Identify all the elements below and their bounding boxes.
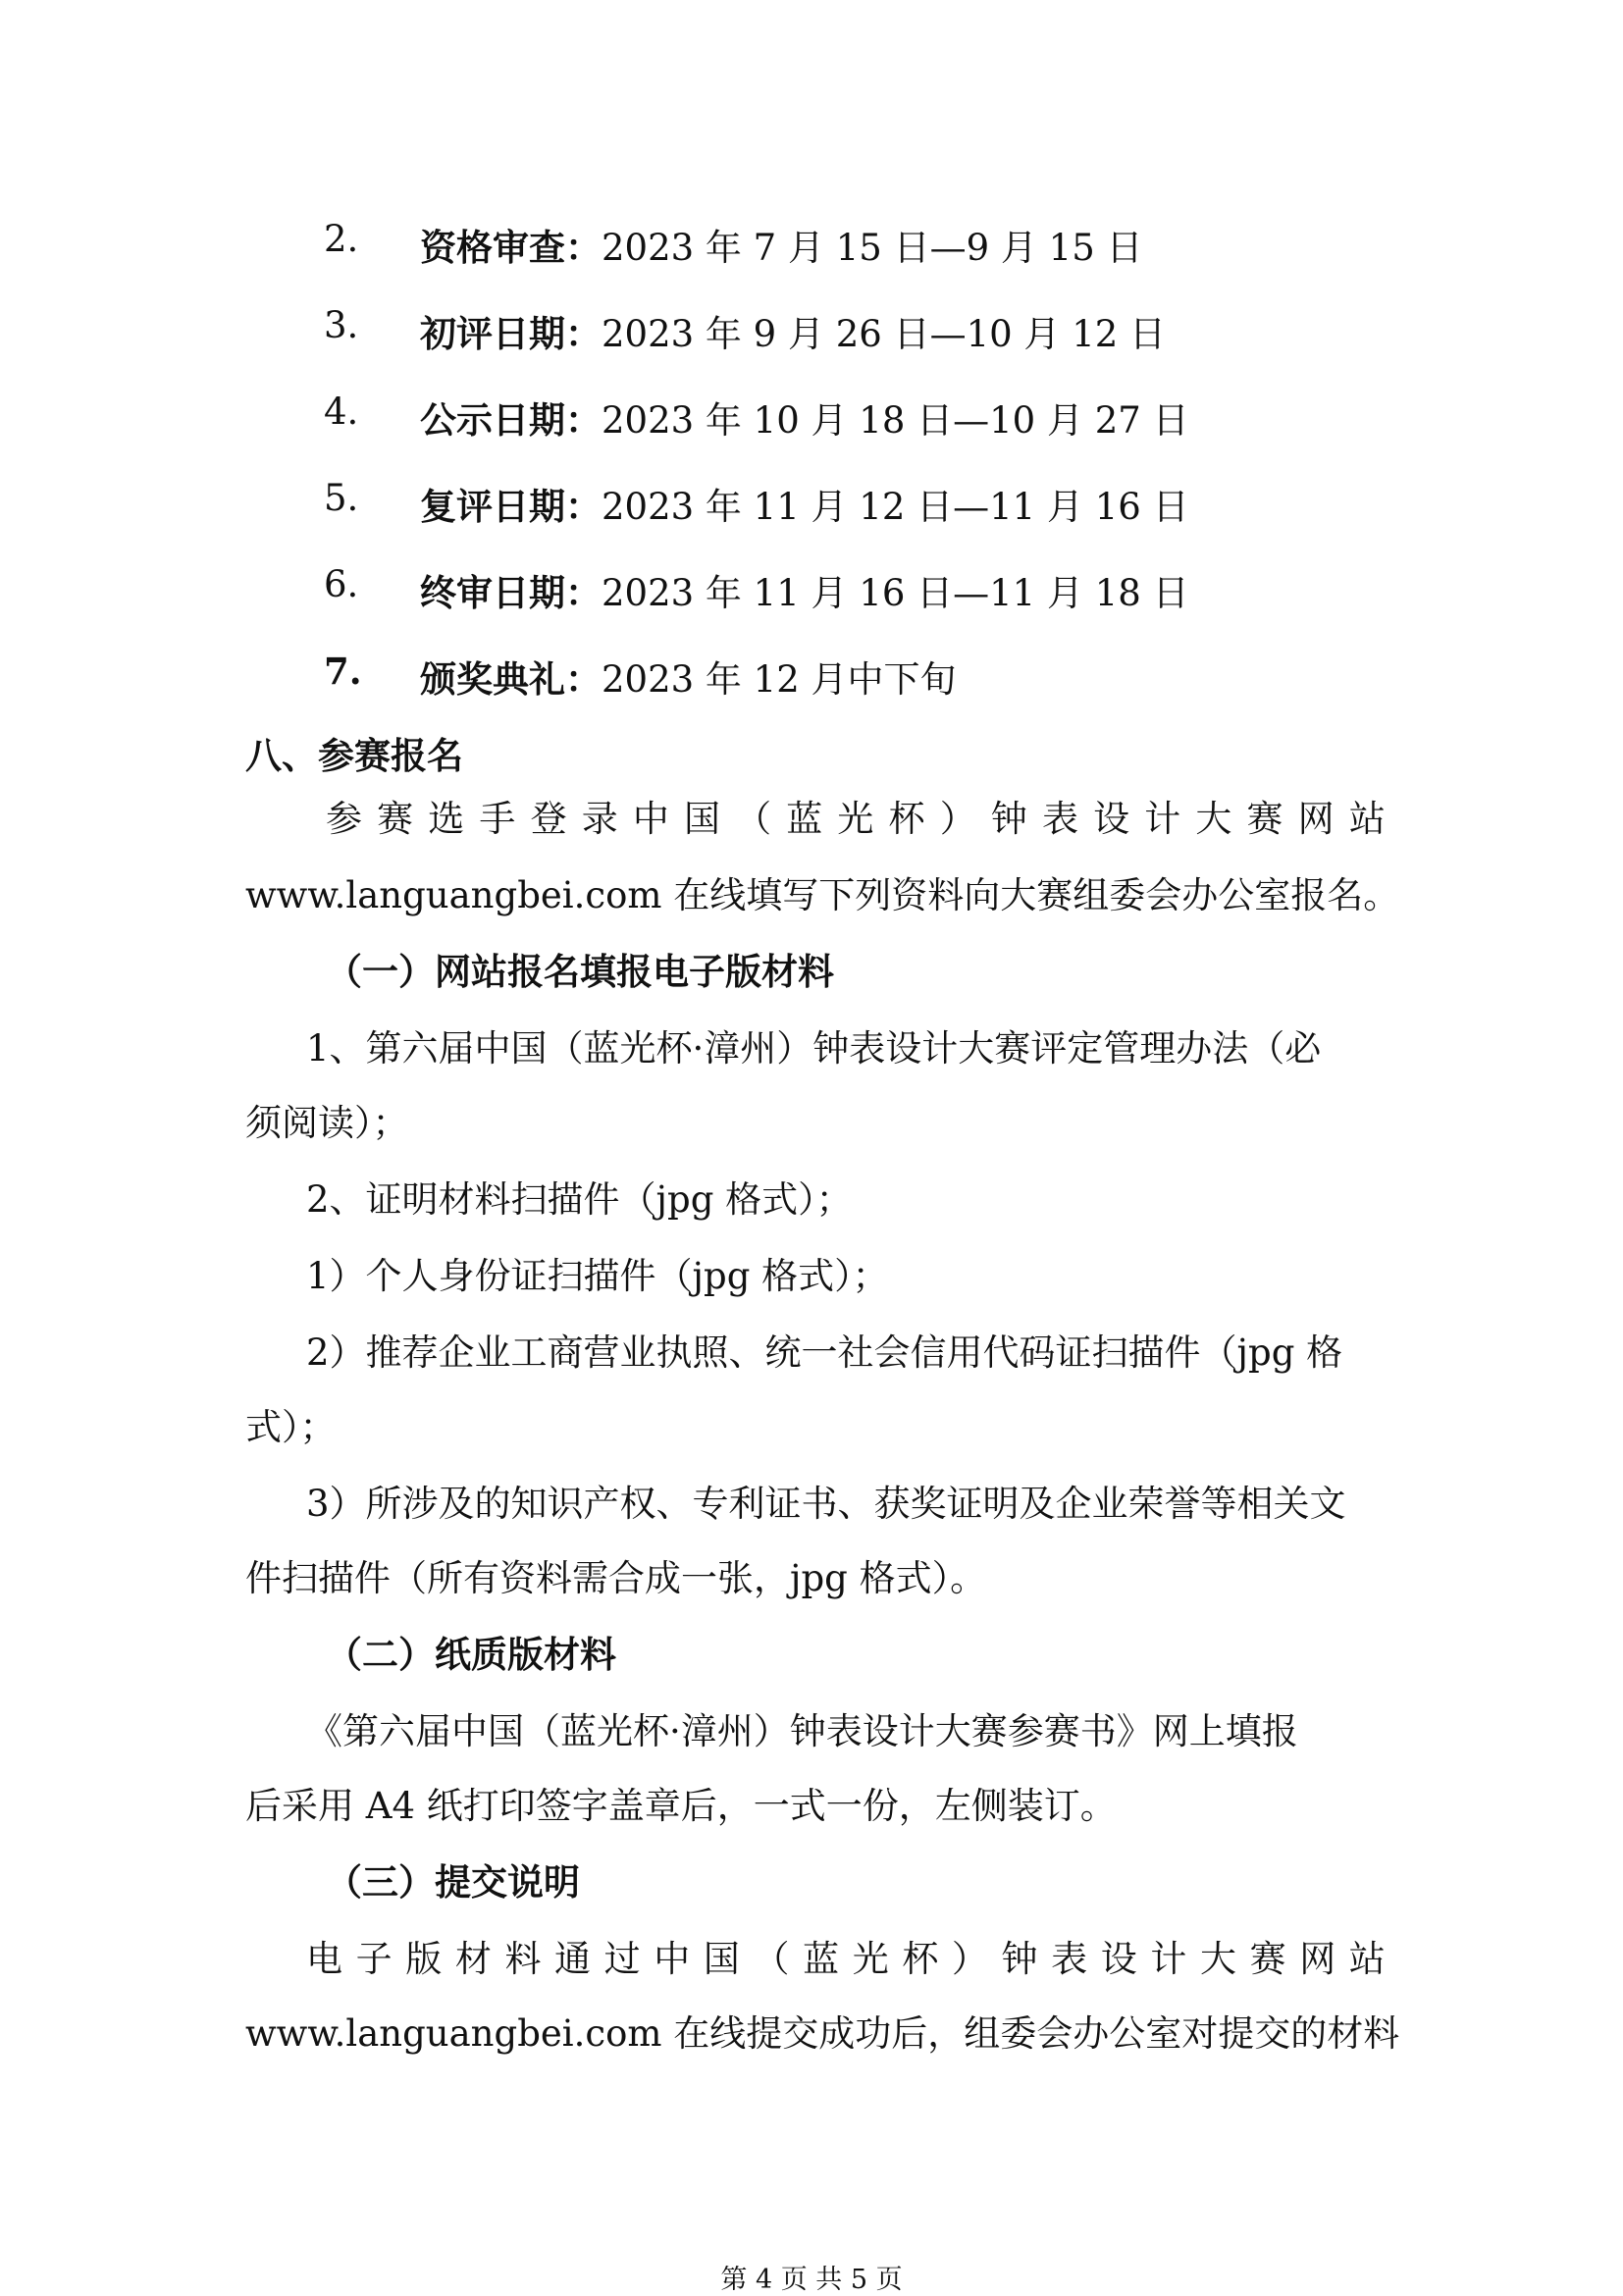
- section-heading: 八、参赛报名: [245, 735, 463, 777]
- schedule-item: [0, 477, 1623, 528]
- item-date: 2023 年 9 月 26 日—10 月 12 日: [602, 313, 1167, 355]
- item-date: 2023 年 10 月 18 日—10 月 27 日: [602, 399, 1189, 442]
- schedule-item: [0, 304, 1623, 355]
- paragraph-line: 2、证明材料扫描件（jpg 格式）；: [306, 1178, 853, 1221]
- page-footer: 第 4 页 共 5 页: [720, 2265, 903, 2295]
- item-number: 3.: [324, 304, 359, 346]
- subsection-heading: （一）网站报名填报电子版材料: [326, 951, 834, 993]
- schedule-item: [0, 391, 1623, 442]
- paragraph-line: www.languangbei.com 在线提交成功后，组委会办公室对提交的材料: [245, 2012, 1400, 2055]
- intro-line-2: www.languangbei.com 在线填写下列资料向大赛组委会办公室报名。: [245, 874, 1400, 916]
- paragraph-line: 后采用 A4 纸打印签字盖章后，一式一份，左侧装订。: [245, 1785, 1117, 1827]
- item-label: 颁奖典礼：: [420, 658, 602, 701]
- item-number: 6.: [324, 563, 359, 605]
- subsection-heading: （三）提交说明: [326, 1861, 580, 1904]
- schedule-item: [0, 563, 1623, 614]
- paragraph-line: 件扫描件（所有资料需合成一张，jpg 格式）。: [245, 1557, 987, 1599]
- paragraph-line: 须阅读）；: [245, 1102, 409, 1144]
- paragraph-line: 3）所涉及的知识产权、专利证书、获奖证明及企业荣誉等相关文: [306, 1483, 1346, 1525]
- submit-line-1: 电 子 版 材 料 通 过 中 国 （ 蓝 光 杯 ） 钟 表 设 计 大 赛 网 站: [306, 1938, 1386, 1980]
- paragraph-line: 1）个人身份证扫描件（jpg 格式）；: [306, 1255, 889, 1297]
- item-date: 2023 年 7 月 15 日—9 月 15 日: [602, 227, 1143, 269]
- item-label: 复评日期：: [420, 486, 602, 528]
- paragraph-line: 1、第六届中国（蓝光杯·漳州）钟表设计大赛评定管理办法（必: [306, 1027, 1322, 1070]
- paragraph-line: 式）；: [245, 1406, 337, 1448]
- item-number: 5.: [324, 477, 359, 519]
- intro-line-1: 参 赛 选 手 登 录 中 国 （ 蓝 光 杯 ） 钟 表 设 计 大 赛 网 站: [326, 798, 1386, 840]
- item-date: 2023 年 12 月中下旬: [602, 658, 957, 701]
- schedule-item: [0, 650, 1623, 701]
- item-number: 7.: [324, 650, 362, 693]
- item-number: 2.: [324, 218, 359, 260]
- item-date: 2023 年 11 月 16 日—11 月 18 日: [602, 572, 1189, 614]
- schedule-item: [0, 218, 1623, 269]
- item-label: 资格审查：: [420, 227, 602, 269]
- item-label: 终审日期：: [420, 572, 602, 614]
- item-label: 公示日期：: [420, 399, 602, 442]
- item-date: 2023 年 11 月 12 日—11 月 16 日: [602, 486, 1189, 528]
- paragraph-line: 《第六届中国（蓝光杯·漳州）钟表设计大赛参赛书》网上填报: [306, 1710, 1298, 1752]
- subsection-heading: （二）纸质版材料: [326, 1634, 616, 1676]
- item-label: 初评日期：: [420, 313, 602, 355]
- paragraph-line: 2）推荐企业工商营业执照、统一社会信用代码证扫描件（jpg 格: [306, 1331, 1343, 1374]
- item-number: 4.: [324, 391, 359, 433]
